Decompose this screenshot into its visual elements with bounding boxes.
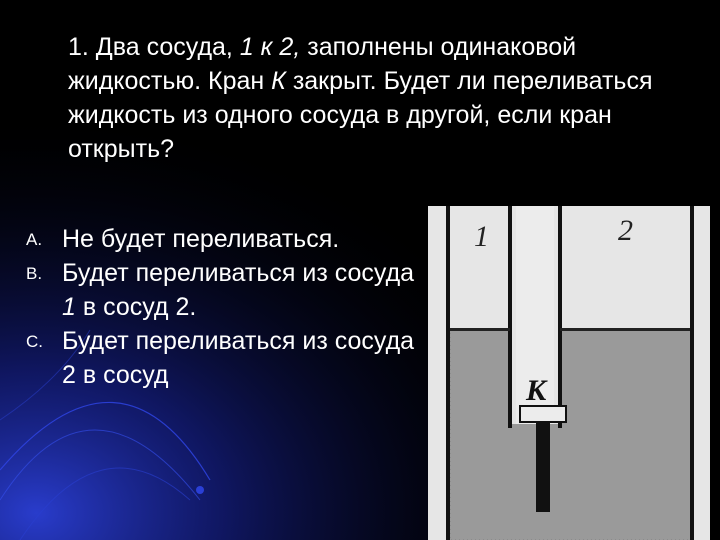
answer-text: в сосуд xyxy=(75,293,176,321)
question-valve: К xyxy=(271,67,286,95)
question-text xyxy=(68,30,668,166)
vessel-2-label: 2 xyxy=(618,214,633,247)
vessels-figure xyxy=(428,206,710,540)
answer-list xyxy=(26,222,426,392)
valve-body xyxy=(520,406,566,422)
valve-label: К xyxy=(526,374,547,407)
answer-c xyxy=(26,324,426,392)
answer-text: в сосуд xyxy=(75,361,169,389)
answer-number: 2 xyxy=(62,361,76,389)
answer-letter: A. xyxy=(26,230,43,249)
answer-text: Будет переливаться из сосуда xyxy=(62,327,415,355)
question-part-c: закрыт. Будет ли переливаться жидкость из одного сосуда в другой, если кран открыть? xyxy=(68,67,653,163)
valve-stem xyxy=(536,422,550,512)
liquid xyxy=(450,330,692,540)
question-vessels: 1 к 2, xyxy=(239,33,301,61)
answer-letter: C. xyxy=(26,332,43,351)
answer-text: Не будет переливаться. xyxy=(62,225,340,253)
vessel-1-label: 1 xyxy=(474,220,489,253)
question-part-a: Два сосуда, xyxy=(88,33,240,61)
answer-text: . xyxy=(189,293,197,321)
answer-number: 1 xyxy=(62,293,76,321)
answer-number: 2 xyxy=(175,293,190,321)
question-part-b: заполнены одинаковой жидкостью. Кран xyxy=(68,33,577,95)
answer-text: Будет переливаться из сосуда xyxy=(62,259,415,287)
answer-letter: B. xyxy=(26,264,43,283)
answer-a xyxy=(26,222,426,256)
liquid-level-2 xyxy=(560,328,692,331)
question-number: 1. xyxy=(68,33,89,61)
liquid-level-1 xyxy=(448,328,510,331)
answer-b xyxy=(26,256,426,324)
